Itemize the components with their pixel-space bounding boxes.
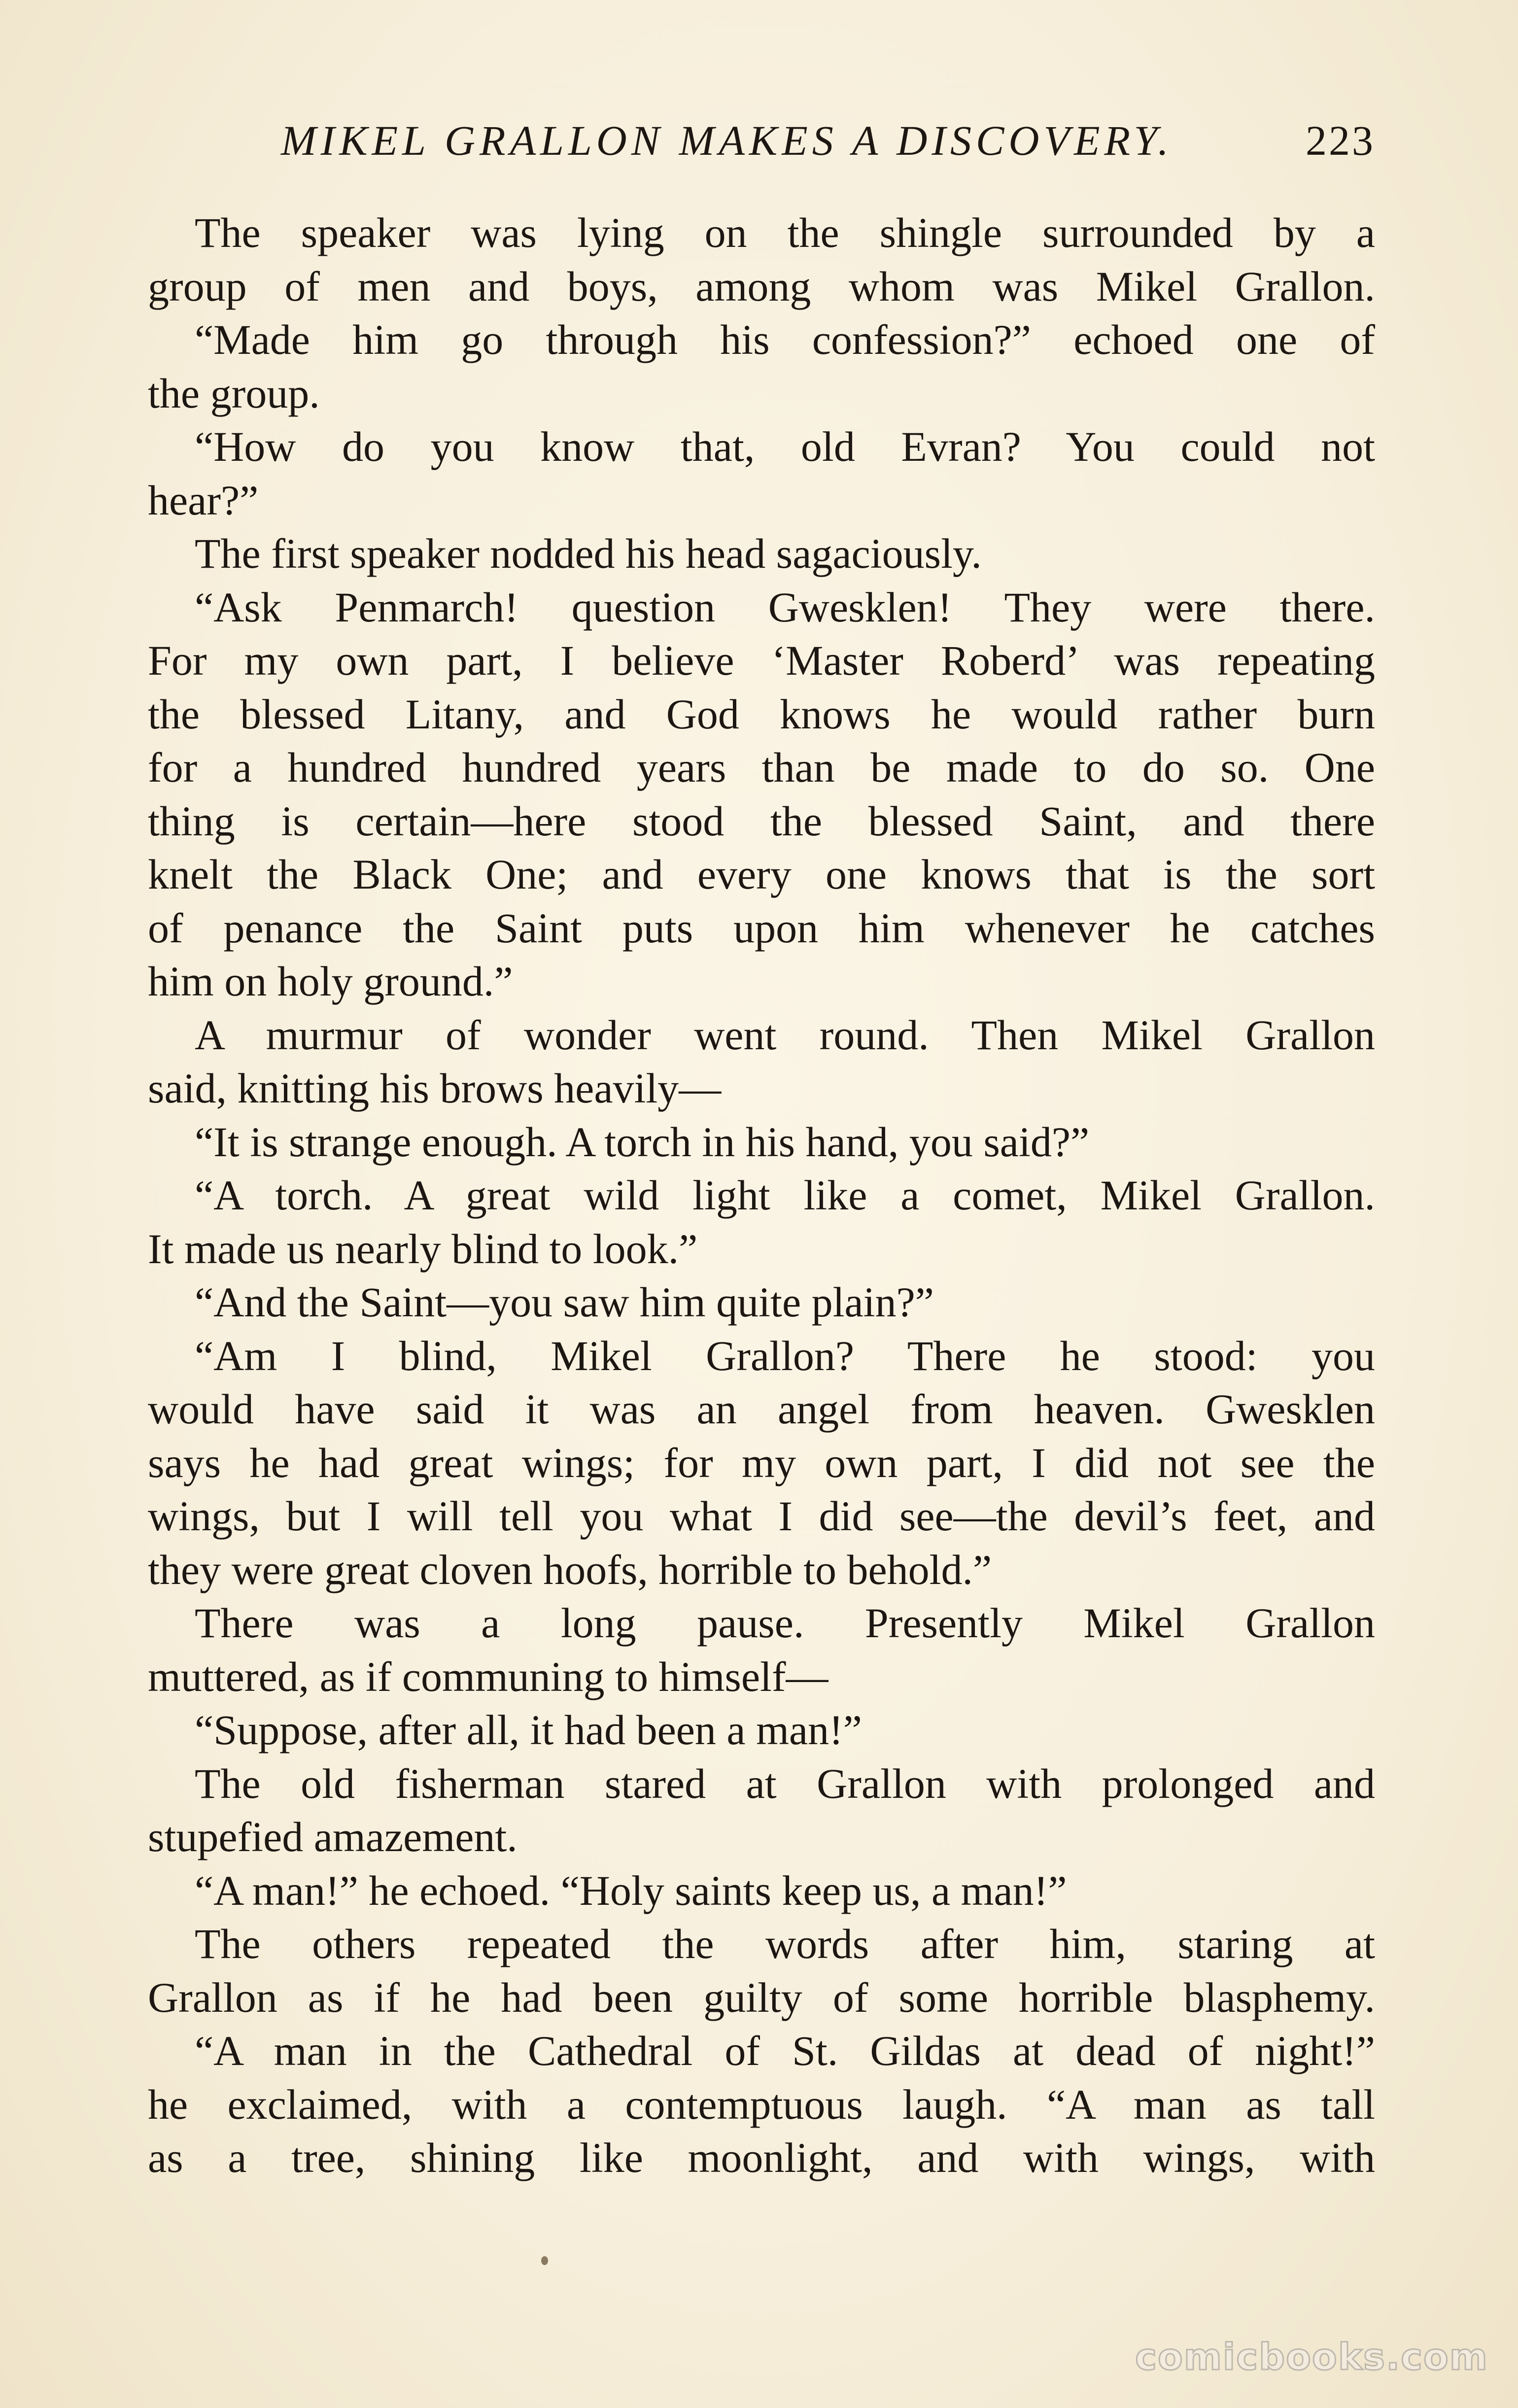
text-line: him on holy ground.” <box>148 958 513 1005</box>
text-line: stupefied amazement. <box>148 1813 518 1860</box>
body-text <box>148 206 1375 2185</box>
text-line: thing is certain—here stood the blessed Saint, and there <box>148 797 1375 845</box>
text-line: would have said it was an angel from heaven. Gwesklen <box>148 1385 1375 1433</box>
ink-speck <box>541 2256 548 2265</box>
text-line: “And the Saint—you saw him quite plain?” <box>195 1278 934 1326</box>
text-line: they were great cloven hoofs, horrible to behold.” <box>148 1546 992 1593</box>
text-line: The old fisherman stared at Grallon with prolonged and <box>195 1759 1375 1807</box>
text-line: “Am I blind, Mikel Grallon? There he stood: you <box>195 1332 1375 1379</box>
text-line: “A man in the Cathedral of St. Gildas at dead of night!” <box>195 2027 1375 2074</box>
text-line: for a hundred hundred years than be made to do so. One <box>148 744 1375 791</box>
text-line: The others repeated the words after him, staring at <box>195 1920 1375 1967</box>
text-line: group of men and boys, among whom was Mikel Grallon. <box>148 262 1375 310</box>
text-line: knelt the Black One; and every one knows that is the sort <box>148 851 1375 898</box>
running-head <box>148 108 1375 172</box>
text-line: muttered, as if communing to himself— <box>148 1652 828 1700</box>
text-line: says he had great wings; for my own part, I did not see the <box>148 1439 1375 1486</box>
text-line: he exclaimed, with a contemptuous laugh. “A man as tall <box>148 2080 1375 2128</box>
text-line: of penance the Saint puts upon him whenever he catches <box>148 904 1375 952</box>
text-line: the blessed Litany, and God knows he would rather burn <box>148 690 1375 738</box>
page-number: 223 <box>1306 117 1375 164</box>
text-line: “Ask Penmarch! question Gwesklen! They were there. <box>195 583 1375 631</box>
text-line: “It is strange enough. A torch in his hand, you said?” <box>195 1118 1090 1166</box>
text-line: There was a long pause. Presently Mikel Grallon <box>195 1599 1375 1647</box>
text-line: “A torch. A great wild light like a comet, Mikel Grallon. <box>195 1171 1375 1219</box>
text-line: said, knitting his brows heavily— <box>148 1065 722 1112</box>
text-line: “How do you know that, old Evran? You could not <box>195 423 1375 470</box>
text-line: The speaker was lying on the shingle surrounded by a <box>195 209 1375 256</box>
text-line: A murmur of wonder went round. Then Mikel Grallon <box>195 1011 1375 1059</box>
text-line: the group. <box>148 369 320 417</box>
text-line: For my own part, I believe ‘Master Roberd’ was repeating <box>148 637 1375 684</box>
text-line: “A man!” he echoed. “Holy saints keep us, a man!” <box>195 1866 1067 1914</box>
text-line: “Made him go through his confession?” echoed one of <box>195 316 1375 363</box>
text-line: as a tree, shining like moonlight, and with wings, with <box>148 2134 1375 2181</box>
running-title: MIKEL GRALLON MAKES A DISCOVERY. <box>281 117 1173 164</box>
text-line: The first speaker nodded his head sagaciously. <box>195 530 982 577</box>
text-line: hear?” <box>148 476 259 524</box>
text-line: Grallon as if he had been guilty of some horrible blasphemy. <box>148 1973 1375 2021</box>
text-line: “Suppose, after all, it had been a man!” <box>195 1706 862 1754</box>
text-line: wings, but I will tell you what I did see—the devil’s feet, and <box>148 1492 1375 1540</box>
watermark: comicbooks.com <box>1135 2336 1488 2378</box>
text-line: It made us nearly blind to look.” <box>148 1225 698 1273</box>
